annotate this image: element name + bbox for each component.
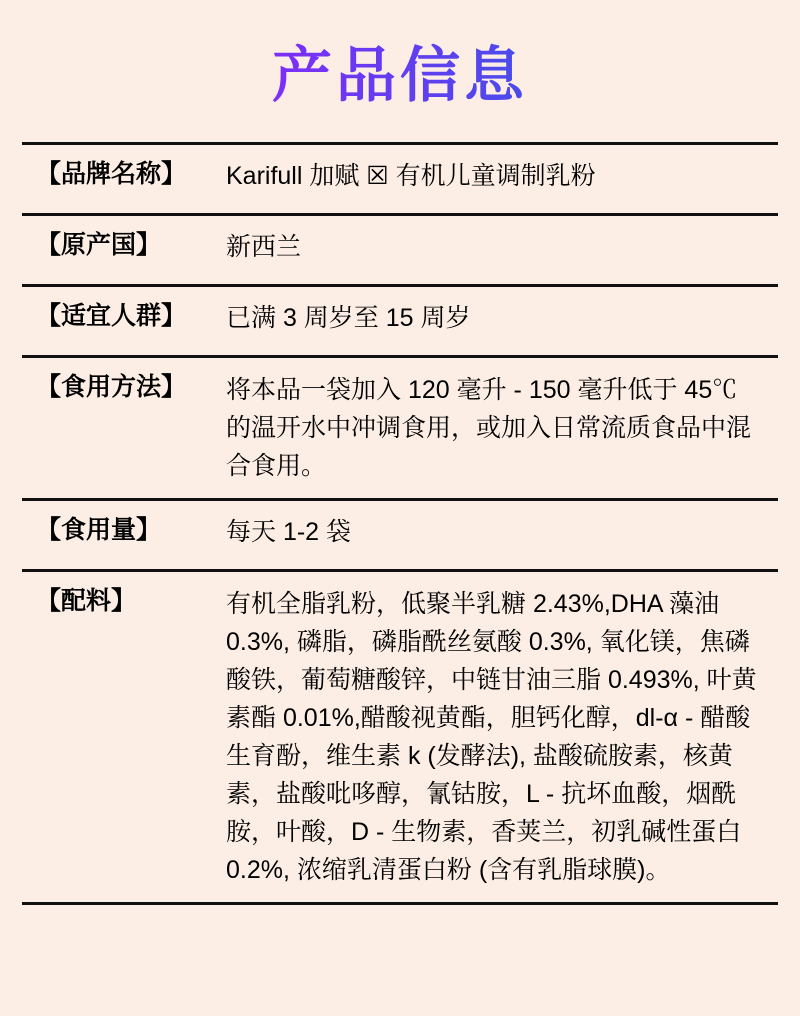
- row-value-target-group: 已满 3 周岁至 15 周岁: [226, 304, 471, 332]
- table-row: [22, 216, 778, 287]
- row-value-brand-name: Karifull 加赋 ☒ 有机儿童调制乳粉: [226, 162, 596, 190]
- row-label-country-of-origin: 【原产国】: [36, 231, 162, 259]
- row-label-target-group: 【适宜人群】: [36, 302, 187, 330]
- product-info-table: [22, 142, 778, 905]
- table-row: [22, 572, 778, 905]
- row-value-directions: 将本品一袋加入 120 毫升 - 150 毫升低于 45℃的温开水中冲调食用，或加入日常流质食品中混合食用。: [226, 376, 752, 480]
- page-title: 产品信息: [0, 0, 800, 124]
- row-label-directions: 【食用方法】: [36, 373, 187, 401]
- bottom-spacer: [0, 1002, 800, 1016]
- row-value-serving-amount: 每天 1-2 袋: [226, 518, 352, 546]
- row-label-ingredients: 【配料】: [36, 587, 137, 615]
- table-row: [22, 358, 778, 501]
- table-row: [22, 287, 778, 358]
- table-row: [22, 501, 778, 572]
- row-label-brand-name: 【品牌名称】: [36, 160, 187, 188]
- row-label-serving-amount: 【食用量】: [36, 516, 162, 544]
- row-value-ingredients: 有机全脂乳粉，低聚半乳糖 2.43%,DHA 藻油 0.3%, 磷脂，磷脂酰丝氨酸 0.3%, 氧化镁，焦磷酸铁，葡萄糖酸锌，中链甘油三脂 0.493%, 叶黄素酯 0.01%,醋酸视黄酯，胆钙化醇，dl-α - 醋酸生育酚，维生素 k (发酵法), 盐酸硫胺素，核黄素，盐酸吡哆醇，氰钴胺，L - 抗坏血酸，烟酰胺，叶酸，D - 生物素，香荚兰，初乳碱性蛋白 0.2%, 浓缩乳清蛋白粉 (含有乳脂球膜)。: [226, 590, 757, 884]
- row-value-country-of-origin: 新西兰: [226, 233, 302, 261]
- table-row: [22, 145, 778, 216]
